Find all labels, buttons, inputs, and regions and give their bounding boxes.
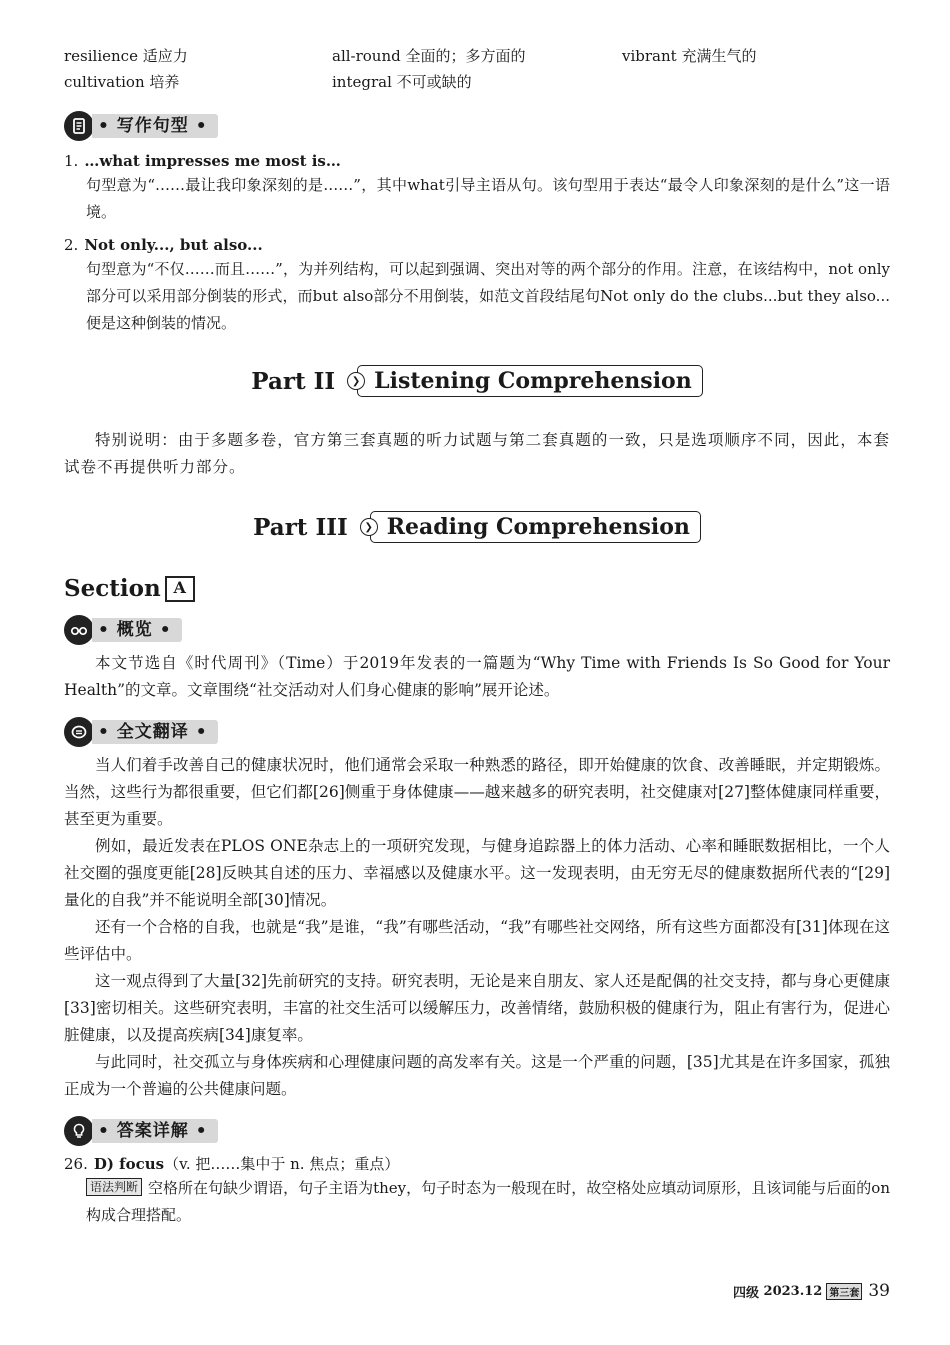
answers-heading	[64, 1115, 890, 1147]
section-title	[64, 575, 890, 602]
heading-label: • 全文翻译 •	[92, 720, 218, 744]
heading-label: • 答案详解 •	[92, 1119, 218, 1143]
pattern-text: …what impresses me most is…	[84, 152, 341, 170]
translation-paragraph: 与此同时，社交孤立与身体疾病和心理健康问题的高发率有关。这是一个严重的问题，[35]尤其是在许多国家，孤独正成为一个普遍的公共健康问题。	[64, 1053, 890, 1098]
pattern-explanation: 句型意为“……最让我印象深刻的是……”，其中what引导主语从句。该句型用于表达“最令人印象深刻的是什么”这一语境。	[86, 176, 890, 221]
vocab-item: resilience 适应力	[64, 47, 188, 65]
vocab-item: cultivation 培养	[64, 73, 180, 91]
section-letter: A	[165, 576, 195, 602]
part-2-heading	[64, 365, 890, 397]
footer-date: 2023.12	[763, 1283, 823, 1299]
translation-heading	[64, 716, 890, 748]
part-label: Part II	[251, 367, 336, 395]
page-footer	[733, 1281, 890, 1301]
pattern-number: 1.	[64, 152, 79, 170]
part-title: Listening Comprehension	[357, 365, 703, 397]
heading-label: • 写作句型 •	[92, 114, 218, 138]
pattern-explanation: 句型意为“不仅……而且……”，为并列结构，可以起到强调、突出对等的两个部分的作用。注意，在该结构中，not only部分可以采用部分倒装的形式，而but also部分不用倒装，如范文首段结尾句Not only do the clubs...but they also...便是这种倒装的情况。	[86, 260, 890, 332]
translation-paragraph: 这一观点得到了大量[32]先前研究的支持。研究表明，无论是来自朋友、家人还是配偶的社交支持，都与身心更健康[33]密切相关。这些研究表明，丰富的社交生活可以缓解压力，改善情绪，鼓励积极的健康行为，阻止有害行为，促进心脏健康，以及提高疾病[34]康复率。	[64, 972, 890, 1044]
answer-pos: （v. 把……集中于 n. 焦点；重点）	[164, 1155, 400, 1173]
part-title: Reading Comprehension	[370, 511, 701, 543]
translation-body	[64, 752, 890, 1103]
listening-note: 特别说明：由于多题多卷，官方第三套真题的听力试题与第二套真题的一致，只是选项顺序不同，因此，本套试卷不再提供听力部分。	[64, 431, 890, 476]
answer-choice: D) focus	[93, 1155, 165, 1173]
vocab-item: integral 不可或缺的	[332, 73, 472, 91]
chevron-right-icon: ❯	[347, 372, 365, 390]
translation-paragraph: 当人们着手改善自己的健康状况时，他们通常会采取一种熟悉的路径，即开始健康的饮食、改善睡眠，并定期锻炼。当然，这些行为都很重要，但它们都[26]侧重于身体健康——越来越多的研究表明，社交健康对[27]整体健康同样重要，甚至更为重要。	[64, 756, 890, 828]
page-number: 39	[868, 1281, 890, 1301]
part-label: Part III	[253, 513, 348, 541]
writing-heading	[64, 110, 890, 142]
vocab-item: all-round 全面的；多方面的	[332, 47, 526, 65]
translation-paragraph: 还有一个合格的自我，也就是“我”是谁，“我”有哪些活动，“我”有哪些社交网络，所有这些方面都没有[31]体现在这些评估中。	[64, 918, 890, 963]
heading-label: • 概览 •	[92, 618, 182, 642]
section-word: Section	[64, 575, 161, 602]
lightbulb-icon	[64, 1116, 94, 1146]
answer-text: 空格所在句缺少谓语，句子主语为they，句子时态为一般现在时，故空格处应填动词原形，且该词能与后面的on构成合理搭配。	[86, 1179, 890, 1224]
document-icon	[64, 111, 94, 141]
footer-level: 四级	[733, 1285, 760, 1301]
answer-explanation	[64, 1175, 890, 1229]
answer-title	[64, 1153, 890, 1175]
overview-heading	[64, 614, 890, 646]
answer-number: 26.	[64, 1155, 88, 1173]
chevron-right-icon: ❯	[360, 518, 378, 536]
pattern-number: 2.	[64, 236, 79, 254]
page-content	[64, 46, 890, 1229]
chat-bubble-icon	[64, 717, 94, 747]
part-3-heading	[64, 511, 890, 543]
footer-volume: 第三套	[826, 1283, 862, 1300]
vocab-item: vibrant 充满生气的	[622, 47, 757, 65]
glasses-icon	[64, 615, 94, 645]
translation-paragraph: 例如，最近发表在PLOS ONE杂志上的一项研究发现，与健身追踪器上的体力活动、心率和睡眠数据相比，一个人社交圈的强度更能[28]反映其自述的压力、幸福感以及健康水平。这一发现表明，由无穷无尽的健康数据所代表的“[29]量化的自我”并不能说明全部[30]情况。	[64, 837, 890, 909]
grammar-tag: 语法判断	[86, 1178, 142, 1196]
pattern-title	[64, 150, 890, 172]
overview-text: 本文节选自《时代周刊》（Time）于2019年发表的一篇题为“Why Time with Friends Is So Good for Your Health”的文章。文章围绕“社交活动对人们身心健康的影响”展开论述。	[64, 654, 890, 699]
pattern-text: Not only..., but also...	[84, 236, 263, 254]
pattern-title	[64, 234, 890, 256]
vocab-grid	[64, 46, 890, 92]
